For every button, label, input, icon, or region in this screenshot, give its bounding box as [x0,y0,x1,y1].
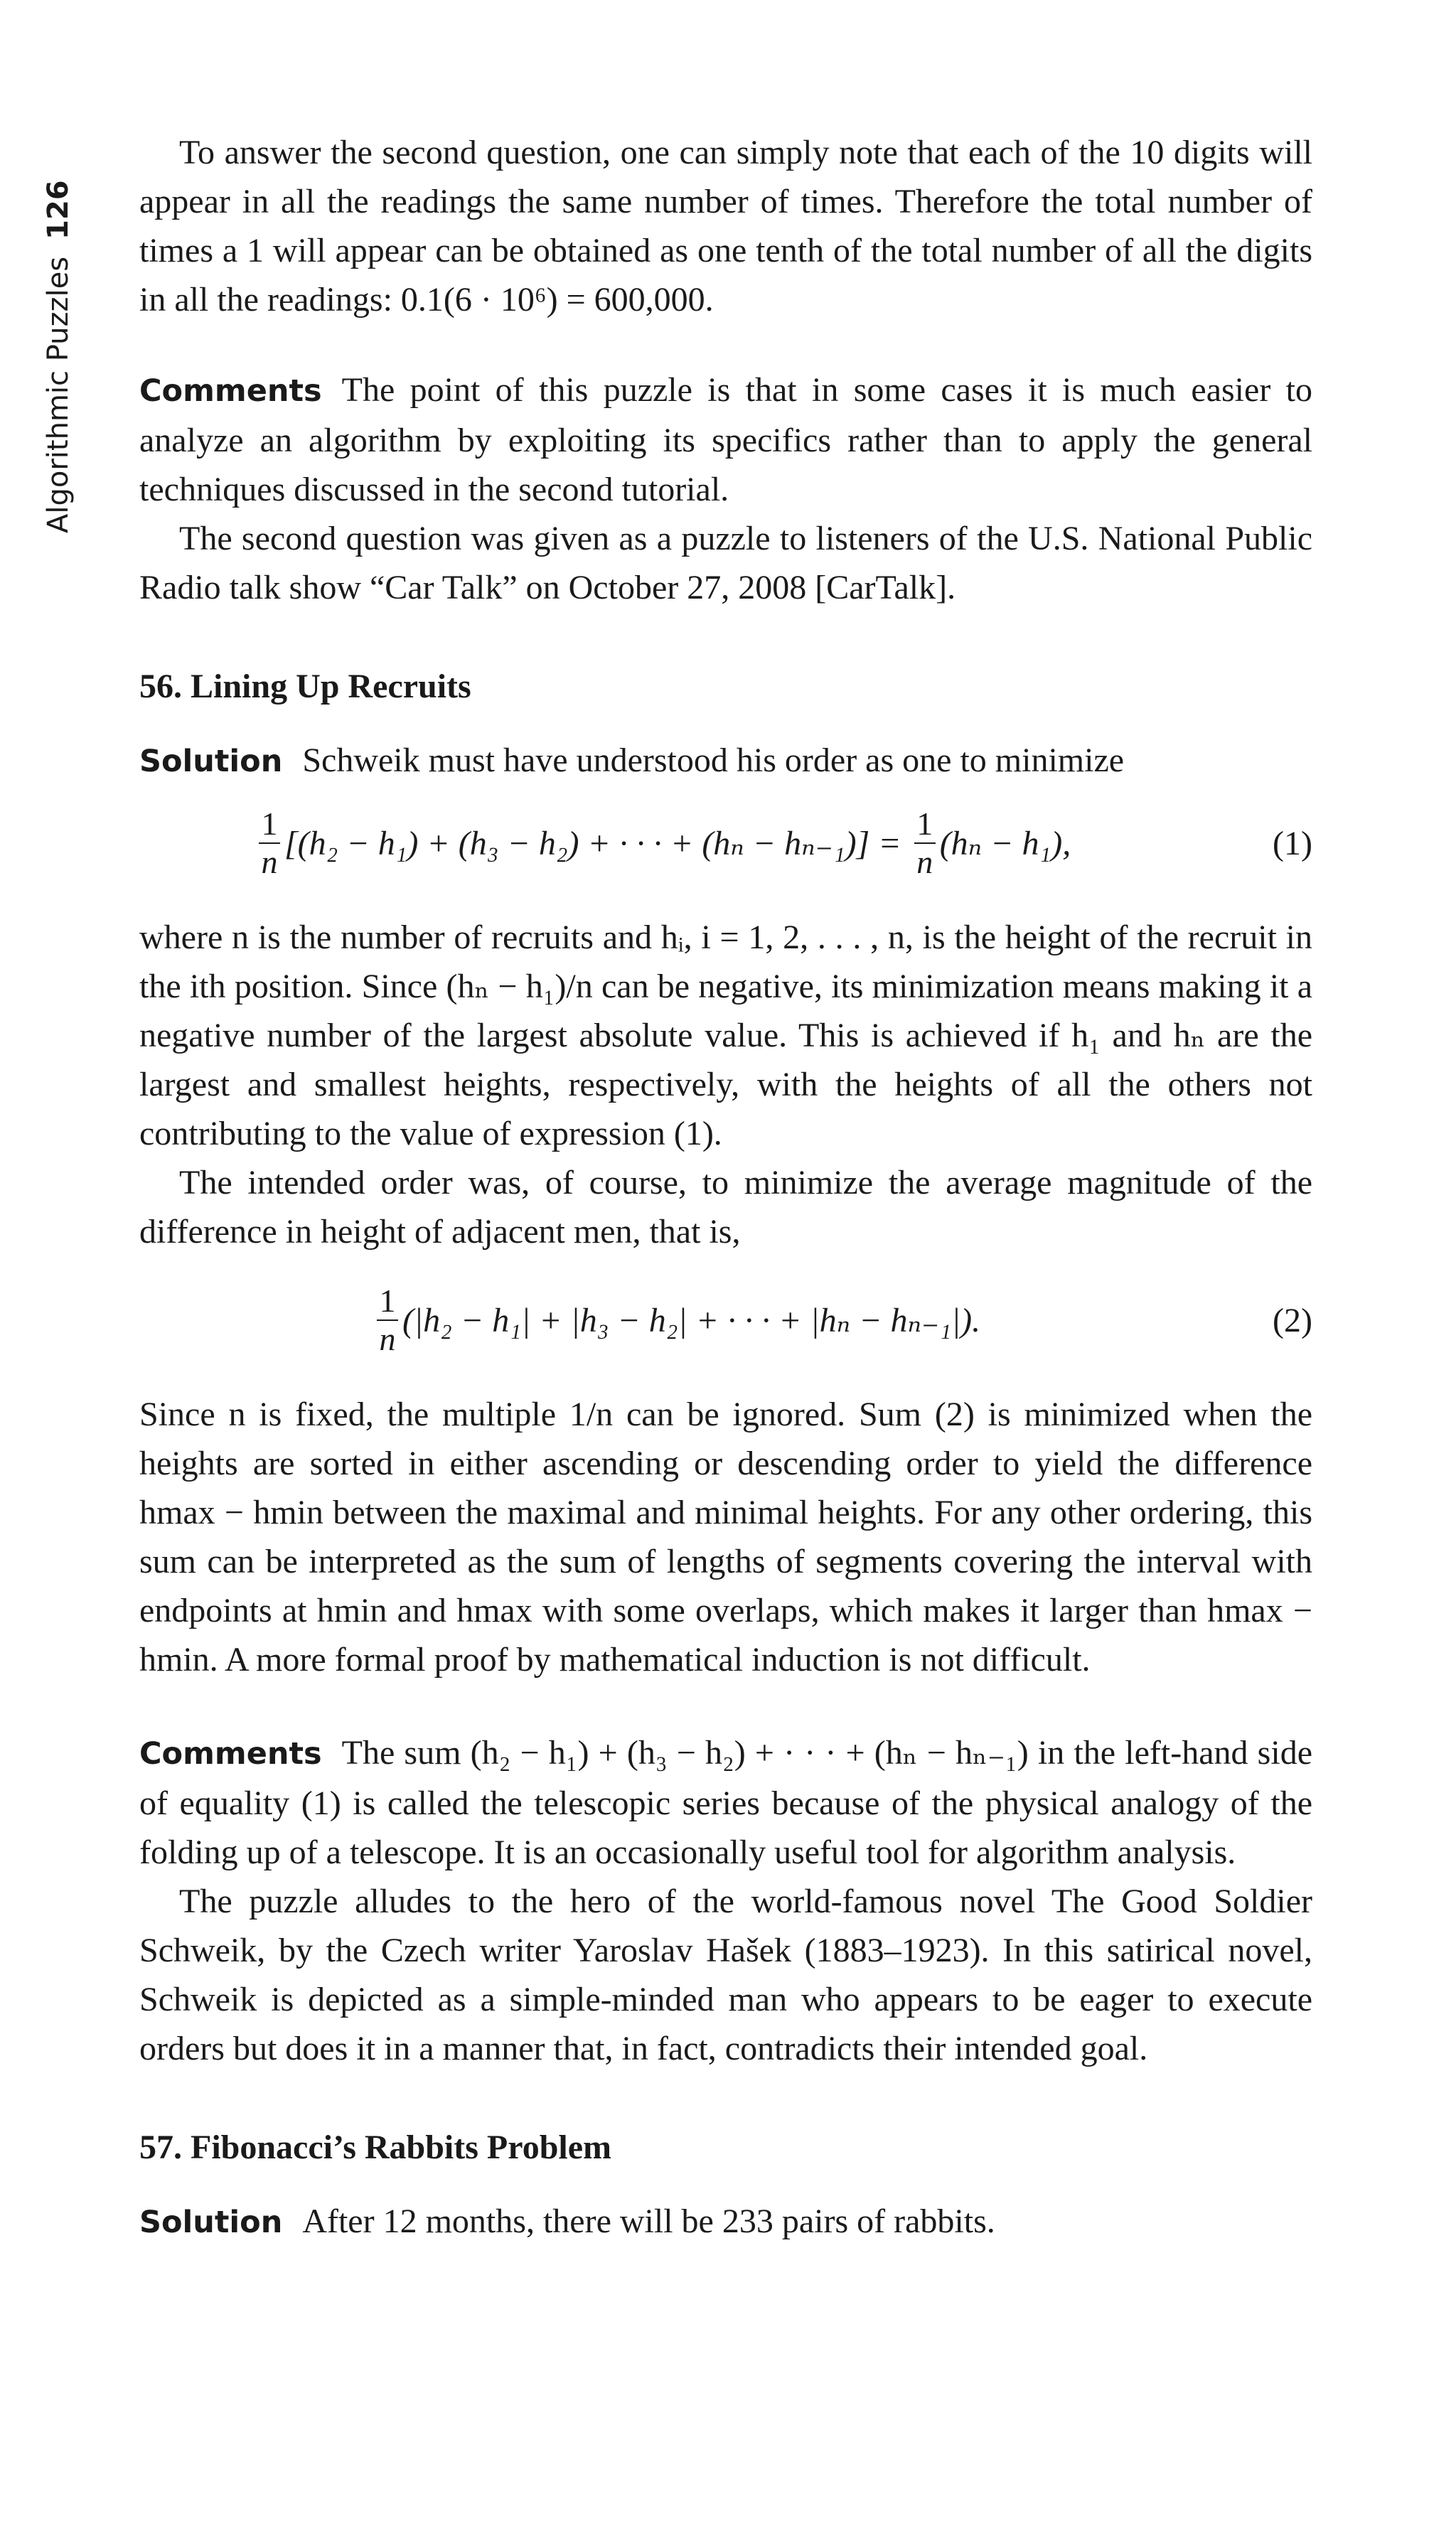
running-head [37,135,80,533]
comments-label: Comments [139,373,322,409]
equation-2-label: (2) [1273,1301,1312,1339]
paragraph-where: where n is the number of recruits and hᵢ, i = 1, 2, . . . , n, is the height of the recruit in the ith position. Since (hₙ − h₁)/n can be negative, its minimization means making it a negative number of the largest absolute value. This is achieved if h₁ and hₙ are the largest and smallest heights, respectively, with the heights of all the others not contributing to the value of expression (1). [139,919,1312,1152]
equation-1-fraction-rhs: $\frac{1}{n}$ [914,805,936,881]
equation-1-label: (1) [1273,824,1312,862]
solution-57-paragraph [139,2197,1312,2247]
page-number: 126 [42,180,75,240]
comments-56-text: The sum (h₂ − h₁) + (h₃ − h₂) + · · · + (hₙ − hₙ₋₁) in the left-hand side of equality (1) is called the telescopic series because of the physical analogy of the folding up of a telescope. It is an occasionally useful tool for algorithm analysis. [139,1734,1312,1871]
paragraph-digits-answer: To answer the second question, one can simply note that each of the 10 digits will appear in all the readings the same number of times. Therefore the total number of times a 1 will appear can be obtained as one tenth of the total number of all the digits in all the readings: 0.1(6 · 10⁶) = 600,000. [139,134,1312,318]
equation-1-rhs: (hₙ − h₁), [939,825,1071,862]
equation-1-lhs: [(h₂ − h₁) + (h₃ − h₂) + · · · + (hₙ − hₙ₋₁)] = [284,825,901,862]
equation-1 [139,786,1312,900]
comments-paragraph [139,365,1312,514]
comments-text: The point of this puzzle is that in some cases it is much easier to analyze an algorithm by exploiting its specifics rather than to apply the general techniques discussed in the second tutorial. [139,371,1312,508]
equation-2-fraction: $\frac{1}{n}$ [377,1283,398,1358]
equation-2 [139,1263,1312,1377]
paragraph-intended-order: The intended order was, of course, to minimize the average magnitude of the difference in height of adjacent men, that is, [139,1164,1312,1251]
paragraph-since-n-fixed: Since n is fixed, the multiple 1/n can be ignored. Sum (2) is minimized when the heights are sorted in either ascending or descending order to yield the difference hmax − hmin between the maximal and minimal heights. For any other ordering, this sum can be interpreted as the sum of lengths of segments covering the interval with endpoints at hmin and hmax with some overlaps, which makes it larger than hmax − hmin. A more formal proof by mathematical induction is not difficult. [139,1396,1312,1679]
comments-56-label: Comments [139,1736,322,1772]
solution-56-text: Schweik must have understood his order as one to minimize [302,742,1125,779]
solution-56-label: Solution [139,744,283,779]
paragraph-good-soldier: The puzzle alludes to the hero of the world-famous novel The Good Soldier Schweik, by the Czech writer Yaroslav Hašek (1883–1923). In this satirical novel, Schweik is depicted as a simple-minded man who appears to be eager to execute orders but does it in a manner that, in fact, contradicts their intended goal. [139,1883,1312,2067]
solution-56-paragraph [139,736,1312,786]
paragraph-car-talk: The second question was given as a puzzle to listeners of the U.S. National Public Radio talk show “Car Talk” on October 27, 2008 [CarTalk]. [139,520,1312,606]
running-head-title: Algorithmic Puzzles [42,256,75,533]
solution-57-text: After 12 months, there will be 233 pairs of rabbits. [302,2202,995,2240]
text-column [139,128,1312,2247]
comments-56-paragraph [139,1728,1312,1877]
solution-57-label: Solution [139,2205,283,2240]
equation-2-body: (|h₂ − h₁| + |h₃ − h₂| + · · · + |hₙ − hₙ₋₁|). [402,1302,981,1339]
equation-1-fraction: $\frac{1}{n}$ [259,805,280,881]
section-56-heading: 56. Lining Up Recruits [139,668,471,705]
section-57-heading: 57. Fibonacci’s Rabbits Problem [139,2129,612,2166]
